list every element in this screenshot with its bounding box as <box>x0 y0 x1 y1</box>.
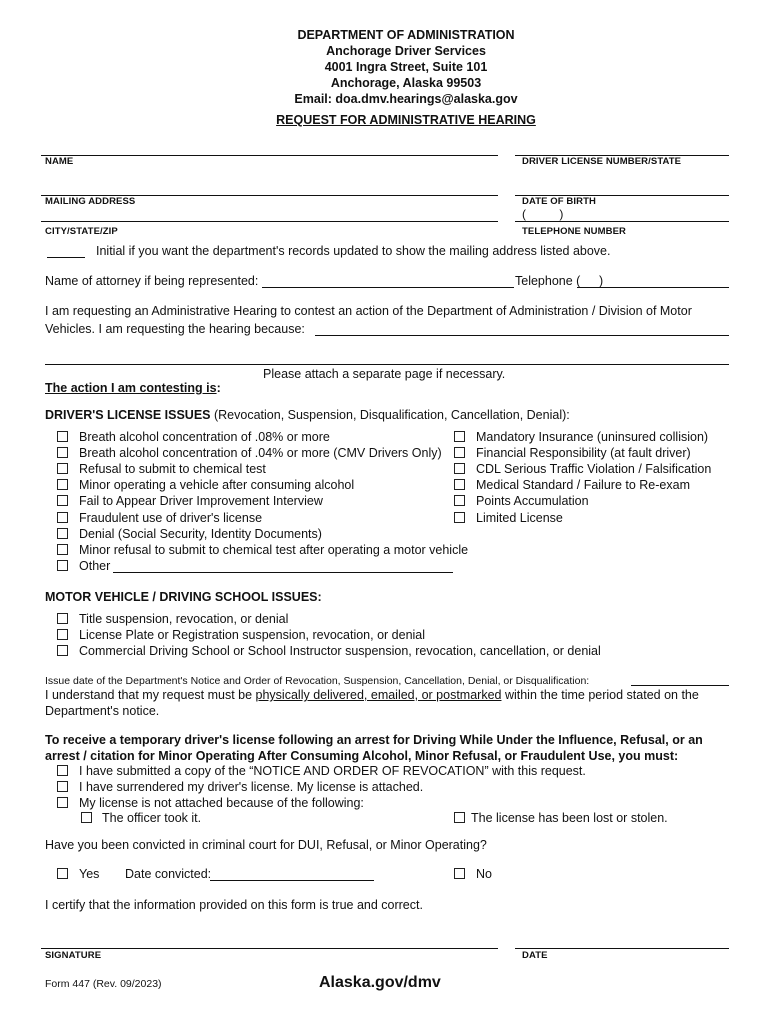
phone-paren: ( ) <box>522 207 564 221</box>
date-convicted-label: Date convicted: <box>125 867 212 881</box>
action-heading-text: The action I am contesting is <box>45 381 217 395</box>
checkbox-not-attached[interactable] <box>57 797 68 808</box>
option-bac-04: Breath alcohol concentration of .04% or more (CMV Drivers Only) <box>79 446 442 460</box>
checkbox-mandatory-insurance[interactable] <box>454 431 465 442</box>
checkbox-title-suspension[interactable] <box>57 613 68 624</box>
attach-note: Please attach a separate page if necessary. <box>263 367 506 381</box>
checkbox-fraudulent-use[interactable] <box>57 512 68 523</box>
option-submitted-copy: I have submitted a copy of the “NOTICE AND ORDER OF REVOCATION” with this request. <box>79 764 586 778</box>
checkbox-refusal[interactable] <box>57 463 68 474</box>
name-line[interactable] <box>41 155 498 156</box>
request-text-1: I am requesting an Administrative Hearing to contest an action of the Department of Administration / Division of Motor <box>45 304 692 318</box>
option-financial-responsibility: Financial Responsibility (at fault driver) <box>476 446 691 460</box>
checkbox-plate-registration[interactable] <box>57 629 68 640</box>
city-line[interactable] <box>41 221 498 222</box>
phone-label: TELEPHONE NUMBER <box>522 226 626 237</box>
action-heading-colon: : <box>216 381 221 395</box>
checkbox-surrendered[interactable] <box>57 781 68 792</box>
checkbox-medical-standard[interactable] <box>454 479 465 490</box>
checkbox-bac-08[interactable] <box>57 431 68 442</box>
date-convicted-line[interactable] <box>210 880 374 881</box>
reason-line-1[interactable] <box>315 335 729 336</box>
option-title-suspension: Title suspension, revocation, or denial <box>79 612 289 626</box>
name-label: NAME <box>45 156 74 167</box>
option-limited-license: Limited License <box>476 511 563 525</box>
option-plate-registration: License Plate or Registration suspension, revocation, or denial <box>79 628 426 642</box>
understand-pre: I understand that my request must be <box>45 688 256 702</box>
option-officer-took: The officer took it. <box>102 811 202 825</box>
checkbox-other[interactable] <box>57 560 68 571</box>
checkbox-financial-responsibility[interactable] <box>454 447 465 458</box>
option-minor-refusal: Minor refusal to submit to chemical test after operating a motor vehicle <box>79 543 469 557</box>
dl-issues-sub: (Revocation, Suspension, Disqualification, Cancellation, Denial): <box>210 408 570 422</box>
option-not-attached: My license is not attached because of the following: <box>79 796 364 810</box>
understand-post: within the time period stated on the <box>501 688 699 702</box>
checkbox-yes[interactable] <box>57 868 68 879</box>
dl-issues-heading: DRIVER'S LICENSE ISSUES <box>45 408 211 422</box>
date-line[interactable] <box>515 948 729 949</box>
office-email: Email: doa.dmv.hearings@alaska.gov <box>294 92 518 106</box>
option-mandatory-insurance: Mandatory Insurance (uninsured collision) <box>476 430 709 444</box>
reason-line-2[interactable] <box>45 364 729 365</box>
checkbox-minor-operating[interactable] <box>57 479 68 490</box>
checkbox-driving-school[interactable] <box>57 645 68 656</box>
request-text-2: Vehicles. I am requesting the hearing because: <box>45 322 305 336</box>
option-medical-standard: Medical Standard / Failure to Re-exam <box>476 478 690 492</box>
understand-line2: Department's notice. <box>45 704 160 718</box>
option-denial: Denial (Social Security, Identity Documents) <box>79 527 322 541</box>
signature-line[interactable] <box>41 948 498 949</box>
option-fraudulent-use: Fraudulent use of driver's license <box>79 511 263 525</box>
checkbox-fail-appear[interactable] <box>57 495 68 506</box>
checkbox-officer-took[interactable] <box>81 812 92 823</box>
form-title: REQUEST FOR ADMINISTRATIVE HEARING <box>276 113 536 127</box>
website-url[interactable]: Alaska.gov/dmv <box>319 974 441 991</box>
checkbox-cdl-violation[interactable] <box>454 463 465 474</box>
checkbox-lost-stolen[interactable] <box>454 812 465 823</box>
option-yes: Yes <box>79 867 100 881</box>
issue-date-line[interactable] <box>631 685 729 686</box>
convicted-question: Have you been convicted in criminal court for DUI, Refusal, or Minor Operating? <box>45 838 487 852</box>
understand-text <box>45 688 699 702</box>
initial-line[interactable] <box>47 257 85 258</box>
action-heading <box>45 381 221 395</box>
dept-title: DEPARTMENT OF ADMINISTRATION <box>297 28 515 42</box>
checkbox-no[interactable] <box>454 868 465 879</box>
dl-issues-heading-row <box>45 408 570 422</box>
form-number: Form 447 (Rev. 09/2023) <box>45 978 162 990</box>
option-fail-appear: Fail to Appear Driver Improvement Interview <box>79 494 323 508</box>
signature-label: SIGNATURE <box>45 950 102 961</box>
option-lost-stolen: The license has been lost or stolen. <box>471 811 668 825</box>
attorney-tel-label: Telephone ( <box>515 274 581 288</box>
attorney-line[interactable] <box>262 287 514 288</box>
checkbox-denial[interactable] <box>57 528 68 539</box>
checkbox-limited-license[interactable] <box>454 512 465 523</box>
checkbox-points[interactable] <box>454 495 465 506</box>
office-name: Anchorage Driver Services <box>326 44 486 58</box>
issue-date-label: Issue date of the Department's Notice and Order of Revocation, Suspension, Cancellation, Denial, or Disqualification: <box>45 675 590 687</box>
certify-text: I certify that the information provided on this form is true and correct. <box>45 898 423 912</box>
attorney-tel-line[interactable] <box>577 287 729 288</box>
license-label: DRIVER LICENSE NUMBER/STATE <box>522 156 682 167</box>
attorney-label: Name of attorney if being represented: <box>45 274 259 288</box>
other-line[interactable] <box>113 572 453 573</box>
option-refusal: Refusal to submit to chemical test <box>79 462 266 476</box>
date-label: DATE <box>522 950 548 961</box>
temp-license-heading-2: arrest / citation for Minor Operating After Consuming Alcohol, Minor Refusal, or Fraudulent Use, you must: <box>45 749 679 763</box>
option-driving-school: Commercial Driving School or School Instructor suspension, revocation, cancellation, or denial <box>79 644 601 658</box>
mv-issues-heading: MOTOR VEHICLE / DRIVING SCHOOL ISSUES: <box>45 590 322 604</box>
option-no: No <box>476 867 492 881</box>
option-cdl-violation: CDL Serious Traffic Violation / Falsification <box>476 462 712 476</box>
checkbox-minor-refusal[interactable] <box>57 544 68 555</box>
option-minor-operating: Minor operating a vehicle after consuming alcohol <box>79 478 355 492</box>
initial-text: Initial if you want the department's records updated to show the mailing address listed above. <box>96 244 611 258</box>
attorney-tel-close: ) <box>599 274 604 288</box>
office-street: 4001 Ingra Street, Suite 101 <box>324 60 488 74</box>
temp-license-heading-1: To receive a temporary driver's license following an arrest for Driving While Under the Influence, Refusal, or an <box>45 733 703 747</box>
checkbox-bac-04[interactable] <box>57 447 68 458</box>
mailing-label: MAILING ADDRESS <box>45 196 136 207</box>
city-label: CITY/STATE/ZIP <box>45 226 118 237</box>
office-city: Anchorage, Alaska 99503 <box>330 76 482 90</box>
option-points: Points Accumulation <box>476 494 589 508</box>
option-bac-08: Breath alcohol concentration of .08% or more <box>79 430 330 444</box>
delivery-methods: physically delivered, emailed, or postmarked <box>255 688 502 702</box>
checkbox-submitted-copy[interactable] <box>57 765 68 776</box>
option-surrendered: I have surrendered my driver's license. My license is attached. <box>79 780 424 794</box>
dob-label: DATE OF BIRTH <box>522 196 596 207</box>
phone-line[interactable] <box>515 221 729 222</box>
option-other: Other <box>79 559 111 573</box>
